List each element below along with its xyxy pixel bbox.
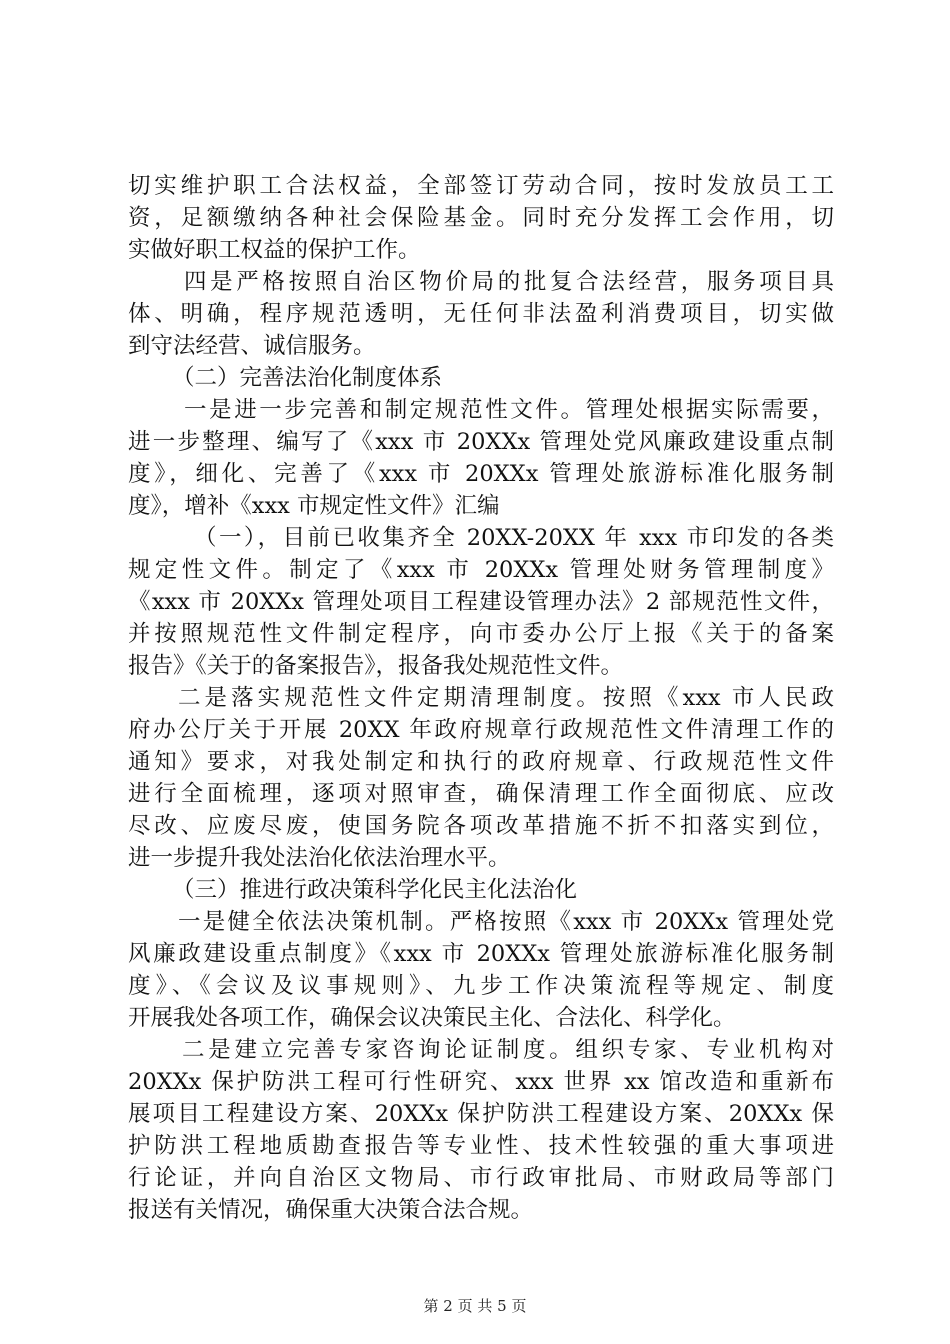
text-line: 进一步整理、编写了《xxx 市 20XXx 管理处党风廉政建设重点制 <box>128 429 834 455</box>
text-line: 尽改、应废尽废，使国务院各项改革措施不折不扣落实到位， <box>128 813 834 839</box>
text-line: 切实维护职工合法权益，全部签订劳动合同，按时发放员工工 <box>128 173 834 199</box>
text-line: 开展我处各项工作，确保会议决策民主化、合法化、科学化。 <box>128 1005 736 1031</box>
text-line: 报告》《关于的备案报告》，报备我处规范性文件。 <box>128 653 624 679</box>
text-line: 到守法经营、诚信服务。 <box>128 333 376 359</box>
text-line: 通知》要求，对我处制定和执行的政府规章、行政规范性文件 <box>128 749 834 775</box>
text-line: 二是建立完善专家咨询论证制度。组织专家、专业机构对 <box>182 1037 834 1063</box>
text-line: （三）推进行政决策科学化民主化法治化 <box>172 877 578 903</box>
text-line: 护防洪工程地质勘查报告等专业性、技术性较强的重大事项进 <box>128 1133 834 1159</box>
text-line: 进行全面梳理，逐项对照审查，确保清理工作全面彻底、应改 <box>128 781 834 807</box>
page-footer: 第 2 页 共 5 页 <box>423 1297 527 1315</box>
text-line: 二是落实规范性文件定期清理制度。按照《xxx 市人民政 <box>178 685 834 711</box>
text-line: 20XXx 保护防洪工程可行性研究、xxx 世界 xx 馆改造和重新布 <box>128 1069 834 1095</box>
text-line: （二）完善法治化制度体系 <box>172 365 443 391</box>
text-line: 实做好职工权益的保护工作。 <box>128 237 421 263</box>
text-line: 资，足额缴纳各种社会保险基金。同时充分发挥工会作用，切 <box>128 205 834 231</box>
text-line: 报送有关情况，确保重大决策合法合规。 <box>128 1197 534 1223</box>
text-line: 体、明确，程序规范透明，无任何非法盈利消费项目，切实做 <box>128 301 834 327</box>
text-line: （一），目前已收集齐全 20XX-20XX 年 xxx 市印发的各类 <box>194 525 834 551</box>
text-line: 度》，细化、完善了《xxx 市 20XXx 管理处旅游标准化服务制 <box>128 461 834 487</box>
text-line: 并按照规范性文件制定程序，向市委办公厅上报《关于的备案 <box>128 621 834 647</box>
text-line: 规定性文件。制定了《xxx 市 20XXx 管理处财务管理制度》 <box>128 557 834 583</box>
text-line: 风廉政建设重点制度》《xxx 市 20XXx 管理处旅游标准化服务制 <box>128 941 834 967</box>
text-line: 展项目工程建设方案、20XXx 保护防洪工程建设方案、20XXx 保 <box>128 1101 834 1127</box>
text-line: 一是健全依法决策机制。严格按照《xxx 市 20XXx 管理处党 <box>178 909 834 935</box>
text-line: 府办公厅关于开展 20XX 年政府规章行政规范性文件清理工作的 <box>128 717 834 743</box>
text-line: 进一步提升我处法治化依法治理水平。 <box>128 845 511 871</box>
document-body <box>128 170 834 1226</box>
text-line: 一是进一步完善和制定规范性文件。管理处根据实际需要， <box>184 397 834 423</box>
text-line: 行论证，并向自治区文物局、市行政审批局、市财政局等部门 <box>128 1165 834 1191</box>
text-line: 《xxx 市 20XXx 管理处项目工程建设管理办法》2 部规范性文件， <box>128 589 834 615</box>
text-line: 度》、《会议及议事规则》、九步工作决策流程等规定、制度 <box>128 973 834 999</box>
text-line: 四是严格按照自治区物价局的批复合法经营，服务项目具 <box>184 269 834 295</box>
text-line: 度》，增补《xxx 市规定性文件》汇编 <box>128 493 500 519</box>
